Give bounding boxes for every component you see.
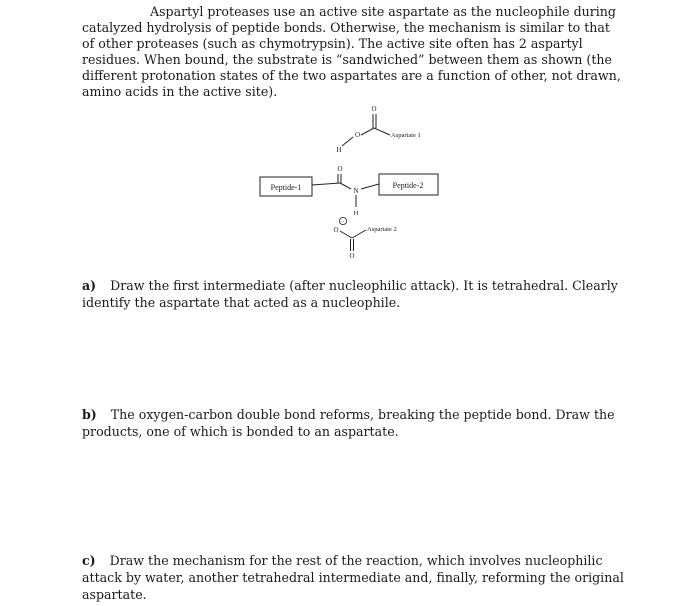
peptide-2-label: Peptide-2 (392, 181, 424, 190)
aspartate-1-hydroxyl-oxygen: O (354, 131, 360, 139)
aspartate-1-group (336, 105, 420, 154)
aspartate-2-group (333, 217, 396, 260)
aspartate-1-acidic-hydrogen: H (336, 146, 342, 154)
question-a-text: Draw the first intermediate (after nucleophilic attack). It is tetrahedral. Clearly identify the aspartate that acted as a nucleophile. (82, 278, 618, 310)
active-site-diagram (250, 100, 450, 265)
intro-paragraph: Aspartyl proteases use an active site aspartate as the nucleophile during catalyzed hydrolysis of peptide bonds. Otherwise, the mechanism is similar to that of other proteases (such as chymotrypsin). The active site often has 2 aspartyl residues. When bound, the substrate is “sandwiched” between them as shown (the different protonation states of the two aspartates are a function of other, not drawn, amino acids in the active site). (82, 4, 621, 99)
aspartate-2-side-chain-bond (352, 230, 366, 238)
question-b-text: The oxygen-carbon double bond reforms, breaking the peptide bond. Draw the products, one of which is bonded to an aspartate. (82, 407, 615, 439)
aspartate-2-carbonyl-oxygen: O (349, 252, 355, 260)
aspartate-1-side-chain-bond (374, 128, 390, 135)
amide-carbonyl-oxygen: O (337, 165, 343, 173)
peptide-1-bond (312, 183, 340, 185)
peptide-2-box (379, 174, 438, 195)
aspartate-1-ester-bond (361, 128, 374, 135)
aspartate-1-carbonyl-oxygen: O (371, 105, 377, 113)
substrate-peptide-bond (312, 165, 379, 217)
aspartate-2-co-bond (340, 231, 352, 238)
question-b (82, 406, 642, 440)
peptide-1-label: Peptide-1 (270, 183, 302, 192)
aspartate-1-label: Aspartate 1 (391, 132, 421, 139)
question-b-label: b) (82, 407, 97, 422)
question-a (82, 277, 642, 311)
aspartate-1-oh-bond (342, 137, 353, 146)
aspartate-2-label: Aspartate 2 (367, 226, 397, 233)
question-c (82, 552, 642, 603)
question-c-text: Draw the mechanism for the rest of the reaction, which involves nucleophilic attack by water, another tetrahedral intermediate and, finally, reforming the original aspartate. (82, 553, 624, 602)
amide-cn-bond (340, 183, 351, 189)
peptide-1-box (260, 177, 312, 196)
aspartate-2-anionic-oxygen: O (333, 226, 339, 234)
amide-nitrogen: N (353, 187, 359, 195)
peptide-2-bond (361, 184, 379, 189)
question-c-label: c) (82, 553, 96, 568)
negative-charge-sign: − (341, 219, 345, 226)
question-a-label: a) (82, 278, 97, 293)
amide-hydrogen: H (353, 210, 359, 217)
